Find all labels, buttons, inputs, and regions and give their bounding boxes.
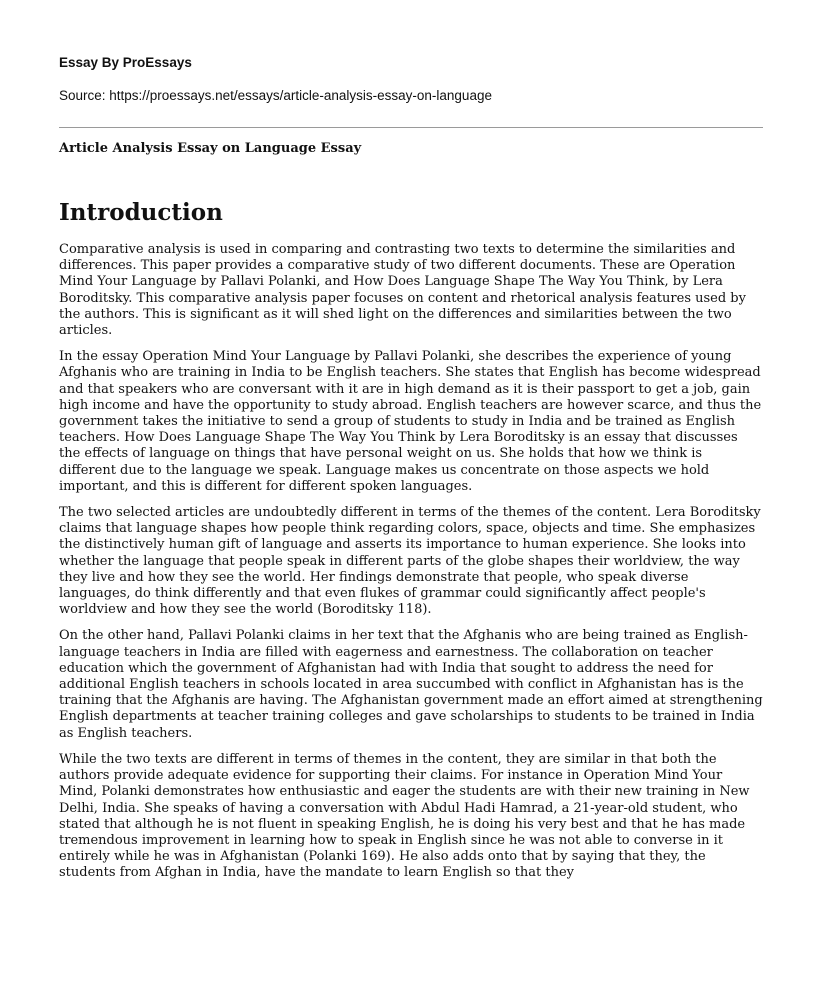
paragraph-2: In the essay Operation Mind Your Language by Pallavi Polanki, she describes the experience of young Afghanis who are training in India to be English teachers. She states that English has become widespread and that speakers who are conversant with it are in high demand as it is their passport to get a job, gain high income and have the opportunity to study abroad. English teachers are however scarce, and thus the government takes the initiative to send a group of students to study in India and be trained as English teachers. How Does Language Shape The Way You Think by Lera Boroditsky is an essay that discusses the effects of language on things that have personal weight on us. She holds that how we think is different due to the language we speak. Language makes us concentrate on those aspects we hold important, and this is different for different spoken languages. [59,349,762,494]
header-divider [59,127,763,128]
paragraph-4: On the other hand, Pallavi Polanki claims in her text that the Afghanis who are being trained as English-language teachers in India are filled with eagerness and earnestness. The collaboration on teacher education which the government of Afghanistan had with India that sought to address the need for additional English teachers in schools located in area succumbed with conflict in Afghanistan has is the training that the Afghanis are having. The Afghanistan government made an effort aimed at strengthening English departments at teacher training colleges and gave scholarships to students to be trained in India as English teachers. [59,628,763,741]
site-title: Essay By ProEssays [59,55,192,70]
document-title: Article Analysis Essay on Language Essay [59,141,362,156]
source-line: Source: https://proessays.net/essays/article-analysis-essay-on-language [59,88,492,103]
paragraph-5: While the two texts are different in terms of themes in the content, they are similar in that both the authors provide adequate evidence for supporting their claims. For instance in Operation Mind Your Mind, Polanki demonstrates how enthusiastic and eager the students are with their new training in New Delhi, India. She speaks of having a conversation with Abdul Hadi Hamrad, a 21-year-old student, who stated that although he is not fluent in speaking English, he is doing his very best and that he has made tremendous improvement in learning how to speak in English since he was not able to converse in it entirely while he was in Afghanistan (Polanki 169). He also adds onto that by saying that they, the students from Afghan in India, have the mandate to learn English so that they [59,751,750,881]
section-heading-introduction: Introduction [59,199,223,226]
paragraph-1: Comparative analysis is used in comparing and contrasting two texts to determine the similarities and differences. This paper provides a comparative study of two different documents. These are Operation Mind Your Language by Pallavi Polanki, and How Does Language Shape The Way You Think, by Lera Boroditsky. This comparative analysis paper focuses on content and rhetorical analysis features used by the authors. This is significant as it will shed light on the differences and similarities between the two articles. [59,242,746,339]
document-body [59,242,763,892]
paragraph-3: The two selected articles are undoubtedly different in terms of the themes of the content. Lera Boroditsky claims that language shapes how people think regarding colors, space, objects and time. She emphasizes the distinctively human gift of language and asserts its importance to human experience. She looks into whether the language that people speak in different parts of the globe shapes their worldview, the way they live and how they see the world. Her findings demonstrate that people, who speak diverse languages, do think differently and that even flukes of grammar could significantly affect people's worldview and how they see the world (Boroditsky 118). [59,505,761,618]
